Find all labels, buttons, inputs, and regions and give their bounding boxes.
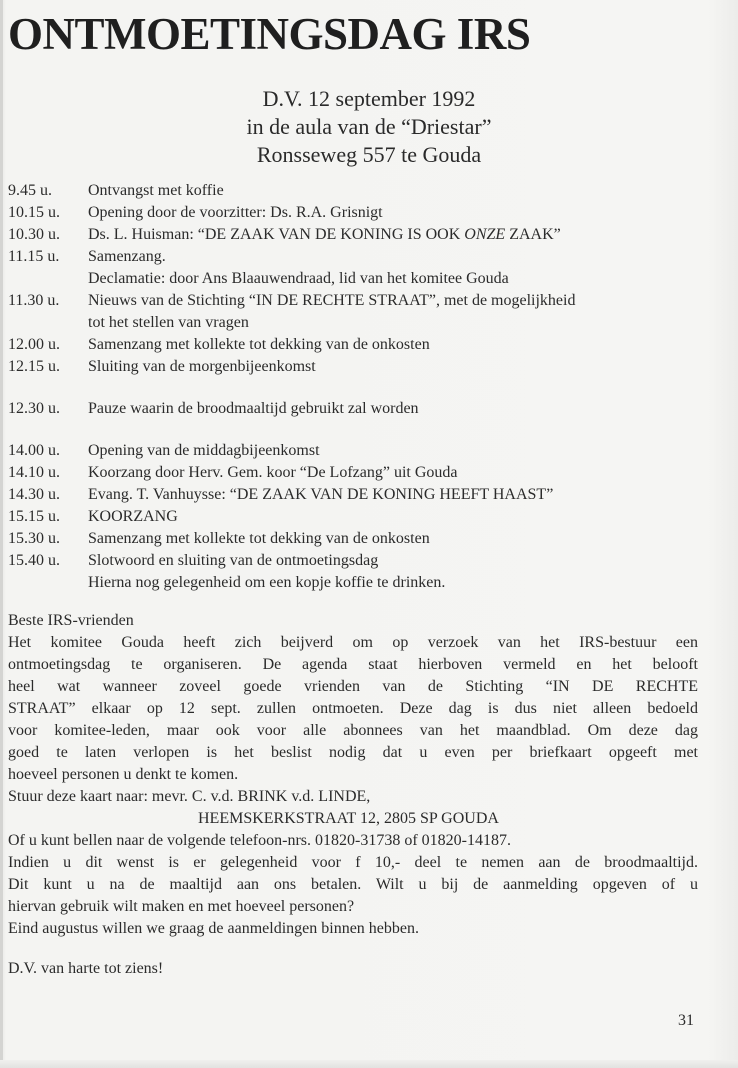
schedule-text: Samenzang. (88, 248, 166, 265)
schedule-time: 12.00 u. (8, 336, 60, 353)
event-venue: in de aula van de “Driestar” (246, 114, 492, 139)
schedule-time: 15.30 u. (8, 530, 60, 547)
schedule-item (8, 334, 430, 356)
event-date: D.V. 12 september 1992 (262, 86, 476, 111)
send-address: HEEMSKERKSTRAAT 12, 2805 SP GOUDA (198, 810, 499, 827)
deadline-line: Eind augustus willen we graag de aanmeldingen binnen hebben. (8, 920, 419, 937)
letter-paragraph-line: goed te laten verlopen is het beslist nodig dat u even per briefkaart opgeeft met (8, 744, 698, 761)
phone-line: Of u kunt bellen naar de volgende telefoon-nrs. 01820-31738 of 01820-14187. (8, 832, 511, 849)
letter-paragraph-line: heel wat wanneer zoveel goede vrienden van de Stichting “IN DE RECHTE (8, 678, 698, 695)
schedule-text: Nieuws van de Stichting “IN DE RECHTE STRAAT”, met de mogelijkheid (88, 292, 576, 309)
letter-paragraph-line: Het komitee Gouda heeft zich beijverd om op verzoek van het IRS-bestuur een (8, 634, 698, 651)
page-number: 31 (678, 1012, 694, 1029)
schedule-item (8, 484, 553, 506)
schedule-time: 11.30 u. (8, 292, 60, 309)
schedule-continuation: Hierna nog gelegenheid om een kopje koffie te drinken. (88, 574, 446, 591)
schedule-time: 11.15 u. (8, 248, 60, 265)
schedule-text: Samenzang met kollekte tot dekking van de onkosten (88, 336, 430, 353)
schedule-text: Slotwoord en sluiting van de ontmoetingsdag (88, 552, 379, 569)
letter-salutation: Beste IRS-vrienden (8, 612, 134, 629)
schedule-continuation: Declamatie: door Ans Blaauwendraad, lid van het komitee Gouda (88, 270, 509, 287)
letter-paragraph-line: voor komitee-leden, maar ook voor alle abonnees van het maandblad. Om deze dag (8, 722, 698, 739)
schedule-time: 14.30 u. (8, 486, 60, 503)
send-card-line: Stuur deze kaart naar: mevr. C. v.d. BRINK v.d. LINDE, (8, 788, 371, 805)
letter-paragraph-line: hoeveel personen u denkt te komen. (8, 766, 239, 783)
lunch-line: hiervan gebruik wilt maken en met hoeveel personen? (8, 898, 355, 915)
schedule-text: Evang. T. Vanhuysse: “DE ZAAK VAN DE KONING HEEFT HAAST” (88, 486, 554, 503)
schedule-time: 15.40 u. (8, 552, 60, 569)
schedule-item (8, 202, 383, 224)
schedule-text-emphasis: ONZE (464, 226, 506, 243)
schedule-item (8, 356, 316, 378)
schedule-time: 14.10 u. (8, 464, 60, 481)
schedule-text-part: ZAAK” (505, 226, 561, 243)
schedule-time: 12.15 u. (8, 358, 60, 375)
schedule-item (8, 290, 575, 312)
schedule-text: Ontvangst met koffie (88, 182, 224, 199)
schedule-text-part: Ds. L. Huisman: “DE ZAAK VAN DE KONING IS OOK (88, 226, 465, 243)
schedule-text: Koorzang door Herv. Gem. koor “De Lofzang” uit Gouda (88, 464, 458, 481)
schedule-item (8, 506, 178, 528)
schedule-item (8, 440, 320, 462)
schedule-time: 9.45 u. (8, 182, 52, 199)
lunch-line: Dit kunt u na de maaltijd aan ons betalen. Wilt u bij de aanmelding opgeven of u (8, 876, 698, 893)
schedule-text: Opening door de voorzitter: Ds. R.A. Grisnigt (88, 204, 383, 221)
closing-line: D.V. van harte tot ziens! (8, 960, 164, 977)
schedule-item (8, 180, 224, 202)
schedule-time: 12.30 u. (8, 400, 60, 417)
schedule-text: Samenzang met kollekte tot dekking van de onkosten (88, 530, 430, 547)
page-title: ONTMOETINGSDAG IRS (8, 9, 531, 59)
event-address: Ronsseweg 557 te Gouda (256, 142, 482, 167)
schedule-continuation: tot het stellen van vragen (88, 314, 249, 331)
page-bottom-edge (0, 1060, 738, 1068)
schedule-time: 14.00 u. (8, 442, 60, 459)
schedule-text: Opening van de middagbijeenkomst (88, 442, 320, 459)
letter-paragraph-line: ontmoetingsdag te organiseren. De agenda staat hierboven vermeld en het belooft (8, 656, 698, 673)
schedule-text: KOORZANG (88, 508, 178, 525)
schedule-text: Pauze waarin de broodmaaltijd gebruikt zal worden (88, 400, 419, 417)
schedule-time: 15.15 u. (8, 508, 60, 525)
lunch-line: Indien u dit wenst is er gelegenheid voor f 10,- deel te nemen aan de broodmaaltijd. (8, 854, 698, 871)
schedule-time: 10.30 u. (8, 226, 60, 243)
schedule-item (8, 528, 430, 550)
schedule-time: 10.15 u. (8, 204, 60, 221)
schedule-item (8, 246, 166, 268)
schedule-item (8, 462, 458, 484)
schedule-item (8, 224, 561, 246)
schedule-text: Sluiting van de morgenbijeenkomst (88, 358, 316, 375)
schedule-text (88, 224, 561, 246)
letter-paragraph-line: STRAAT” elkaar op 12 sept. zullen ontmoeten. Deze dag is dus niet alleen bedoeld (8, 700, 698, 717)
schedule-item (8, 550, 378, 572)
schedule-item (8, 398, 419, 420)
